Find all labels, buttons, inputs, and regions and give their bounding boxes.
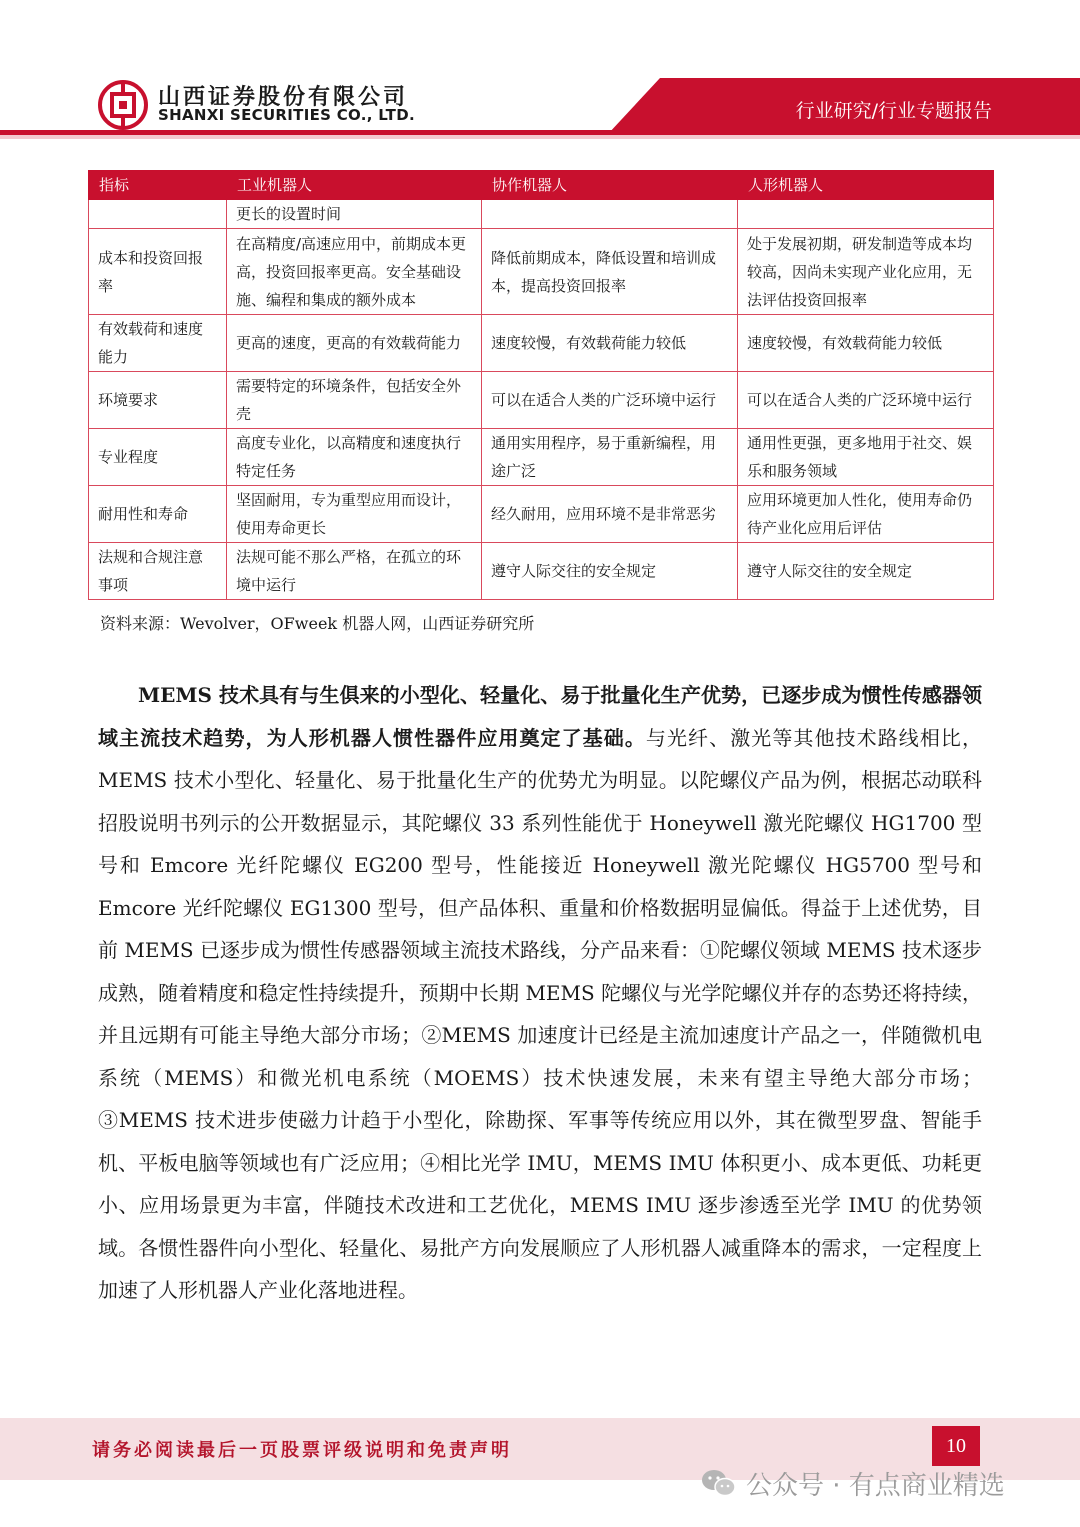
paragraph-lead-bold: MEMS 技术具有与生俱来的小型化、轻量化、易于批量化生产优势，已逐步成为惯性传感器领域主流技术趋势，为人形机器人惯性器件应用奠定了基础。 [98, 683, 982, 750]
table-row [89, 315, 994, 372]
report-type: 行业研究/行业专题报告 [795, 100, 992, 122]
page-number: 10 [932, 1426, 980, 1466]
comparison-table [88, 170, 994, 600]
table-cell: 在高精度/高速应用中，前期成本更高，投资回报率更高。安全基础设施、编程和集成的额外成本 [227, 229, 482, 315]
table-row [89, 486, 994, 543]
table-cell: 高度专业化，以高精度和速度执行特定任务 [227, 429, 482, 486]
table-cell: 坚固耐用，专为重型应用而设计，使用寿命更长 [227, 486, 482, 543]
table-cell: 有效载荷和速度能力 [89, 315, 227, 372]
header-cell: 工业机器人 [227, 171, 482, 200]
table-source-note: 资料来源：Wevolver，OFweek 机器人网，山西证券研究所 [100, 614, 535, 633]
wechat-icon [700, 1468, 738, 1498]
table-cell: 通用实用程序，易于重新编程，用途广泛 [482, 429, 738, 486]
table-cell: 应用环境更加人性化，使用寿命仍待产业化应用后评估 [738, 486, 994, 543]
table-cell: 成本和投资回报率 [89, 229, 227, 315]
table-cell: 降低前期成本，降低设置和培训成本，提高投资回报率 [482, 229, 738, 315]
table-cell: 法规和合规注意事项 [89, 543, 227, 600]
table-cell [738, 200, 994, 229]
table-row [89, 229, 994, 315]
table-row [89, 372, 994, 429]
table-cell: 更长的设置时间 [227, 200, 482, 229]
paragraph-body: 与光纤、激光等其他技术路线相比，MEMS 技术小型化、轻量化、易于批量化生产的优势尤为明显。以陀螺仪产品为例，根据芯动联科招股说明书列示的公开数据显示，其陀螺仪 33 系列性能优于 Honeywell 激光陀螺仪 HG1700 型号和 Emcore 光纤陀螺仪 EG200 型号，性能接近 Honeywell 激光陀螺仪 HG5700 型号和 Emcore 光纤陀螺仪 EG1300 型号，但产品体积、重量和价格数据明显偏低。得益于上述优势，目前 MEMS 已逐步成为惯性传感器领域主流技术路线，分产品来看：①陀螺仪领域 MEMS 技术逐步成熟，随着精度和稳定性持续提升，预期中长期 MEMS 陀螺仪与光学陀螺仪并存的态势还将持续，并且远期有可能主导绝大部分市场；②MEMS 加速度计已经是主流加速度计产品之一，伴随微机电系统（MEMS）和微光机电系统（MOEMS）技术快速发展，未来有望主导绝大部分市场；③MEMS 技术进步使磁力计趋于小型化，除勘探、军事等传统应用以外，其在微型罗盘、智能手机、平板电脑等领域也有广泛应用；④相比光学 IMU，MEMS IMU 体积更小、成本更低、功耗更小、应用场景更为丰富，伴随技术改进和工艺优化，MEMS IMU 逐步渗透至光学 IMU 的优势领域。各惯性器件向小型化、轻量化、易批产方向发展顺应了人形机器人减重降本的需求，一定程度上加速了人形机器人产业化落地进程。 [98, 725, 983, 1302]
table-cell: 专业程度 [89, 429, 227, 486]
table-cell: 耐用性和寿命 [89, 486, 227, 543]
table-cell: 处于发展初期，研发制造等成本均较高，因尚未实现产业化应用，无法评估投资回报率 [738, 229, 994, 315]
table-cell: 经久耐用，应用环境不是非常恶劣 [482, 486, 738, 543]
table-cell: 需要特定的环境条件，包括安全外壳 [227, 372, 482, 429]
table-row [89, 543, 994, 600]
table-header-row [89, 171, 994, 200]
table-cell: 遵守人际交往的安全规定 [482, 543, 738, 600]
table-cell: 遵守人际交往的安全规定 [738, 543, 994, 600]
table-cell: 环境要求 [89, 372, 227, 429]
header-cell: 协作机器人 [482, 171, 738, 200]
header-cell: 指标 [89, 171, 227, 200]
table-cell: 更高的速度，更高的有效载荷能力 [227, 315, 482, 372]
table-cell: 可以在适合人类的广泛环境中运行 [482, 372, 738, 429]
table-row [89, 429, 994, 486]
table-row [89, 200, 994, 229]
table-cell: 速度较慢，有效载荷能力较低 [482, 315, 738, 372]
company-name-cn: 山西证券股份有限公司 [158, 85, 409, 110]
table-cell [89, 200, 227, 229]
watermark-text: 公众号 · 有点商业精选 [746, 1471, 1005, 1501]
table-cell: 通用性更强，更多地用于社交、娱乐和服务领域 [738, 429, 994, 486]
company-name-en: SHANXI SECURITIES CO., LTD. [158, 106, 415, 124]
page-header [0, 0, 1080, 140]
shanxi-securities-logo [98, 80, 148, 130]
table-cell: 速度较慢，有效载荷能力较低 [738, 315, 994, 372]
table-cell: 法规可能不那么严格，在孤立的环境中运行 [227, 543, 482, 600]
header-cell: 人形机器人 [738, 171, 994, 200]
comparison-table-wrap [88, 170, 993, 600]
table-cell: 可以在适合人类的广泛环境中运行 [738, 372, 994, 429]
table-cell [482, 200, 738, 229]
footer-disclaimer: 请务必阅读最后一页股票评级说明和免责声明 [92, 1440, 512, 1461]
body-paragraph [98, 674, 982, 1312]
